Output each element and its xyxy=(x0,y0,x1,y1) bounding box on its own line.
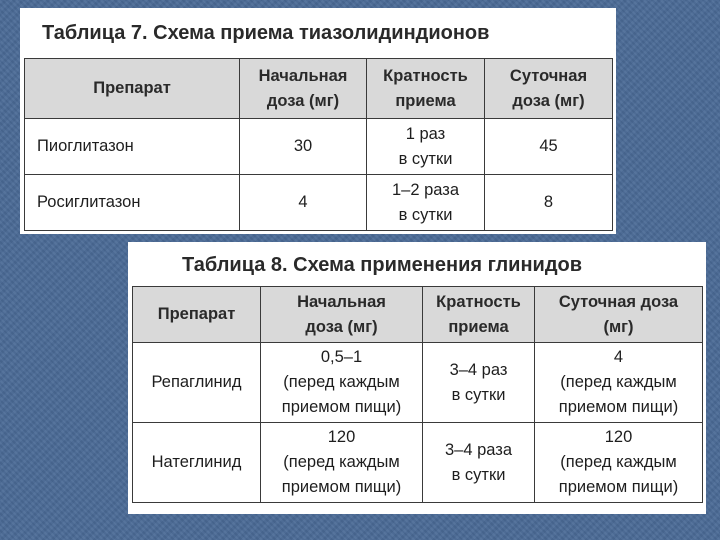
daily-dose-cell: 120 (перед каждым приемом пищи) xyxy=(535,423,703,503)
table-7 xyxy=(24,58,613,231)
table-header-row xyxy=(133,287,703,343)
table-7-title: Таблица 7. Схема приема тиазолидиндионов xyxy=(42,22,490,44)
drug-name-cell: Натеглинид xyxy=(133,423,261,503)
table-8-panel xyxy=(128,242,706,514)
frequency-cell: 3–4 раза в сутки xyxy=(423,423,535,503)
table-header-row xyxy=(25,59,613,119)
initial-dose-cell: 30 xyxy=(240,119,367,175)
daily-dose-cell: 8 xyxy=(485,175,613,231)
header-daily-dose: Суточная доза (мг) xyxy=(485,59,613,119)
frequency-cell: 1–2 раза в сутки xyxy=(367,175,485,231)
table-row xyxy=(133,423,703,503)
initial-dose-cell: 4 xyxy=(240,175,367,231)
drug-name-cell: Росиглитазон xyxy=(25,175,240,231)
header-frequency: Кратность приема xyxy=(423,287,535,343)
table-8-title: Таблица 8. Схема применения глинидов xyxy=(182,254,583,276)
header-initial-dose: Начальная доза (мг) xyxy=(240,59,367,119)
daily-dose-cell: 45 xyxy=(485,119,613,175)
table-row xyxy=(133,343,703,423)
frequency-cell: 3–4 раз в сутки xyxy=(423,343,535,423)
daily-dose-cell: 4 (перед каждым приемом пищи) xyxy=(535,343,703,423)
frequency-cell: 1 раз в сутки xyxy=(367,119,485,175)
drug-name-cell: Пиоглитазон xyxy=(25,119,240,175)
table-8 xyxy=(132,286,703,503)
header-initial-dose: Начальная доза (мг) xyxy=(261,287,423,343)
header-drug: Препарат xyxy=(25,59,240,119)
header-drug: Препарат xyxy=(133,287,261,343)
table-row xyxy=(25,119,613,175)
table-7-panel xyxy=(20,8,616,234)
header-daily-dose: Суточная доза (мг) xyxy=(535,287,703,343)
drug-name-cell: Репаглинид xyxy=(133,343,261,423)
initial-dose-cell: 120 (перед каждым приемом пищи) xyxy=(261,423,423,503)
initial-dose-cell: 0,5–1 (перед каждым приемом пищи) xyxy=(261,343,423,423)
table-row xyxy=(25,175,613,231)
header-frequency: Кратность приема xyxy=(367,59,485,119)
